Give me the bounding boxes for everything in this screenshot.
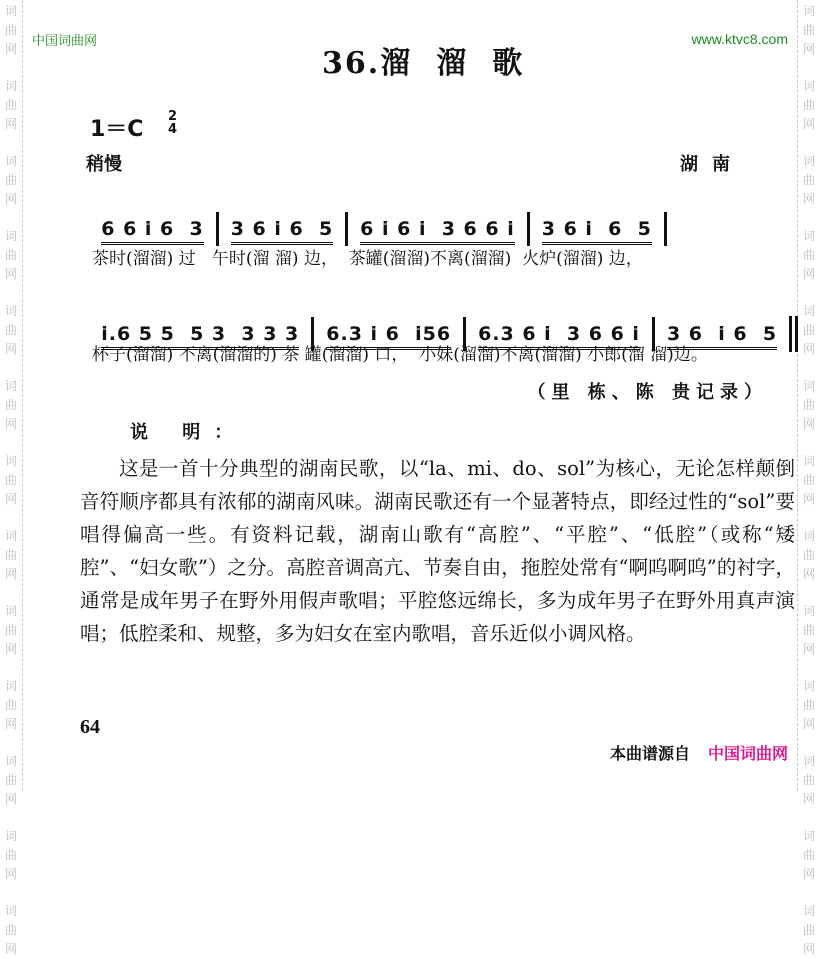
watermark-group bbox=[803, 752, 815, 809]
bar-line bbox=[216, 212, 219, 246]
watermark-char: 曲 bbox=[4, 548, 17, 562]
measure: 3 6 i 6 5 bbox=[231, 218, 333, 245]
watermark-char: 网 bbox=[4, 717, 17, 731]
watermark-char: 网 bbox=[802, 417, 815, 431]
site-url-right[interactable]: www.ktvc8.com bbox=[691, 31, 788, 47]
watermark-group bbox=[803, 602, 815, 659]
watermark-char: 曲 bbox=[802, 623, 815, 637]
watermark-group bbox=[803, 902, 815, 959]
watermark-char: 曲 bbox=[802, 248, 815, 262]
measure: i.6 5 5 5 3 3 3 3 bbox=[101, 323, 299, 350]
watermark-group bbox=[5, 752, 17, 809]
watermark-group bbox=[803, 452, 815, 509]
region-label: 湖南 bbox=[680, 154, 744, 175]
watermark-group bbox=[803, 227, 815, 284]
watermark-char: 网 bbox=[4, 567, 17, 581]
watermark-char: 网 bbox=[4, 492, 17, 506]
watermark-group bbox=[803, 377, 815, 434]
watermark-char: 曲 bbox=[802, 23, 815, 37]
time-signature bbox=[168, 110, 177, 136]
watermark-char: 网 bbox=[4, 342, 17, 356]
watermark-char: 词 bbox=[4, 454, 17, 468]
measure: 6 6 i 6 3 bbox=[101, 218, 203, 245]
page-number: 64 bbox=[80, 716, 100, 738]
watermark-char: 词 bbox=[4, 304, 17, 318]
watermark-char: 曲 bbox=[4, 473, 17, 487]
measure: 6.3 6 i 3 6 6 i bbox=[478, 323, 640, 350]
watermark-char: 网 bbox=[802, 342, 815, 356]
lyrics-line-1: 茶时(溜溜) 过 午时(溜 溜) 边， 茶罐(溜溜)不离(溜溜) 火炉(溜溜) 边， bbox=[92, 249, 643, 269]
watermark-char: 曲 bbox=[802, 473, 815, 487]
watermark-char: 网 bbox=[4, 792, 17, 806]
bar-line bbox=[345, 212, 348, 246]
watermark-group bbox=[5, 377, 17, 434]
measure: 6.3 i 6 i56 bbox=[326, 323, 451, 350]
watermark-char: 词 bbox=[4, 229, 17, 243]
tempo-marking: 稍慢 bbox=[86, 154, 122, 175]
watermark-group bbox=[5, 77, 17, 134]
recorder-credit: （里 栋、陈 贵记录） bbox=[527, 382, 768, 403]
watermark-char: 曲 bbox=[4, 23, 17, 37]
watermark-char: 曲 bbox=[4, 173, 17, 187]
watermark-char: 词 bbox=[802, 454, 815, 468]
left-watermark-strip bbox=[0, 0, 23, 956]
final-double-bar bbox=[789, 316, 792, 352]
watermark-char: 网 bbox=[802, 42, 815, 56]
watermark-group bbox=[803, 527, 815, 584]
watermark-group bbox=[5, 602, 17, 659]
watermark-char: 网 bbox=[802, 642, 815, 656]
watermark-char: 词 bbox=[802, 229, 815, 243]
watermark-group bbox=[5, 677, 17, 734]
bar-line bbox=[527, 212, 530, 246]
watermark-char: 曲 bbox=[802, 323, 815, 337]
watermark-char: 词 bbox=[4, 829, 17, 843]
watermark-char: 词 bbox=[802, 904, 815, 918]
notation-line-1 bbox=[86, 190, 679, 246]
watermark-char: 曲 bbox=[802, 698, 815, 712]
song-title: 溜溜歌 bbox=[380, 46, 549, 81]
watermark-group bbox=[5, 902, 17, 959]
watermark-char: 曲 bbox=[802, 923, 815, 937]
watermark-char: 词 bbox=[4, 679, 17, 693]
notes-paragraph: 这是一首十分典型的湖南民歌，以“la、mi、do、sol”为核心，无论怎样颠倒音符顺序都具有浓郁的湖南风味。湖南民歌还有一个显著特点，即经过性的“sol”要唱得偏高一些。有资料记载，湖南山歌有“高腔”、“平腔”、“低腔”（或称“矮腔”、“妇女歌”）之分。高腔音调高亢、节奏自由，拖腔处常有“啊呜啊呜”的衬字，通常是成年男子在野外用假声歌唱；平腔悠远绵长，多为成年男子在野外用真声演唱；低腔柔和、规整，多为妇女在室内歌唱，音乐近似小调风格。 bbox=[80, 457, 795, 645]
watermark-char: 网 bbox=[4, 117, 17, 131]
watermark-char: 词 bbox=[802, 604, 815, 618]
watermark-char: 词 bbox=[4, 79, 17, 93]
watermark-char: 词 bbox=[4, 604, 17, 618]
time-sig-top: 2 bbox=[168, 109, 178, 124]
watermark-char: 词 bbox=[802, 79, 815, 93]
bar-line bbox=[664, 212, 667, 246]
watermark-char: 曲 bbox=[802, 398, 815, 412]
watermark-char: 网 bbox=[802, 492, 815, 506]
source-label: 本曲谱源自 bbox=[609, 744, 690, 763]
site-name-left: 中国词曲网 bbox=[32, 34, 98, 49]
watermark-char: 曲 bbox=[4, 248, 17, 262]
watermark-group bbox=[5, 827, 17, 884]
watermark-char: 网 bbox=[4, 942, 17, 956]
watermark-group bbox=[5, 302, 17, 359]
watermark-char: 词 bbox=[4, 529, 17, 543]
watermark-char: 曲 bbox=[4, 848, 17, 862]
watermark-group bbox=[803, 677, 815, 734]
time-sig-bottom: 4 bbox=[168, 122, 178, 137]
watermark-group bbox=[5, 2, 17, 59]
measure: 3 6 i 6 5 bbox=[667, 323, 777, 350]
source-brand-link[interactable]: 中国词曲网 bbox=[707, 744, 788, 763]
watermark-char: 网 bbox=[802, 792, 815, 806]
watermark-char: 词 bbox=[802, 529, 815, 543]
watermark-char: 词 bbox=[802, 754, 815, 768]
watermark-char: 曲 bbox=[802, 773, 815, 787]
watermark-char: 网 bbox=[4, 417, 17, 431]
right-watermark-strip bbox=[797, 0, 820, 956]
source-credit bbox=[610, 741, 788, 764]
watermark-char: 词 bbox=[4, 754, 17, 768]
watermark-group bbox=[803, 152, 815, 209]
watermark-char: 网 bbox=[4, 867, 17, 881]
watermark-char: 网 bbox=[802, 942, 815, 956]
watermark-char: 词 bbox=[802, 304, 815, 318]
watermark-group bbox=[5, 527, 17, 584]
watermark-char: 曲 bbox=[4, 623, 17, 637]
watermark-char: 词 bbox=[802, 154, 815, 168]
notes-heading: 说 明： bbox=[130, 422, 247, 443]
watermark-char: 曲 bbox=[802, 848, 815, 862]
watermark-char: 曲 bbox=[4, 98, 17, 112]
watermark-char: 曲 bbox=[802, 98, 815, 112]
watermark-char: 词 bbox=[802, 4, 815, 18]
watermark-char: 网 bbox=[4, 42, 17, 56]
watermark-group bbox=[5, 152, 17, 209]
watermark-char: 网 bbox=[802, 192, 815, 206]
watermark-char: 词 bbox=[4, 379, 17, 393]
watermark-char: 网 bbox=[802, 267, 815, 281]
watermark-group bbox=[803, 77, 815, 134]
watermark-char: 词 bbox=[4, 904, 17, 918]
notes-body bbox=[80, 452, 795, 650]
watermark-char: 网 bbox=[802, 567, 815, 581]
watermark-group bbox=[803, 827, 815, 884]
watermark-char: 曲 bbox=[4, 398, 17, 412]
watermark-char: 曲 bbox=[4, 323, 17, 337]
page-title bbox=[322, 38, 548, 82]
watermark-char: 词 bbox=[4, 4, 17, 18]
measure: 6 i 6 i 3 6 6 i bbox=[360, 218, 515, 245]
measure: 3 6 i 6 5 bbox=[542, 218, 652, 245]
watermark-char: 词 bbox=[4, 154, 17, 168]
watermark-char: 网 bbox=[802, 717, 815, 731]
watermark-char: 词 bbox=[802, 379, 815, 393]
watermark-char: 词 bbox=[802, 829, 815, 843]
watermark-group bbox=[803, 2, 815, 59]
watermark-char: 曲 bbox=[4, 698, 17, 712]
watermark-char: 曲 bbox=[802, 173, 815, 187]
watermark-char: 网 bbox=[4, 642, 17, 656]
watermark-group bbox=[5, 227, 17, 284]
watermark-group bbox=[5, 452, 17, 509]
watermark-char: 曲 bbox=[802, 548, 815, 562]
watermark-char: 网 bbox=[4, 192, 17, 206]
song-number: 36. bbox=[322, 46, 381, 81]
watermark-group bbox=[803, 302, 815, 359]
watermark-char: 网 bbox=[802, 117, 815, 131]
watermark-char: 曲 bbox=[4, 923, 17, 937]
watermark-char: 曲 bbox=[4, 773, 17, 787]
key-signature: 1＝C bbox=[90, 117, 144, 142]
watermark-char: 网 bbox=[802, 867, 815, 881]
lyrics-line-2: 杯子(溜溜) 不离(溜溜的) 茶 罐(溜溜) 口， 小妹(溜溜)不离(溜溜) 小郎(溜 溜)边。 bbox=[92, 345, 708, 365]
watermark-char: 词 bbox=[802, 679, 815, 693]
watermark-char: 网 bbox=[4, 267, 17, 281]
